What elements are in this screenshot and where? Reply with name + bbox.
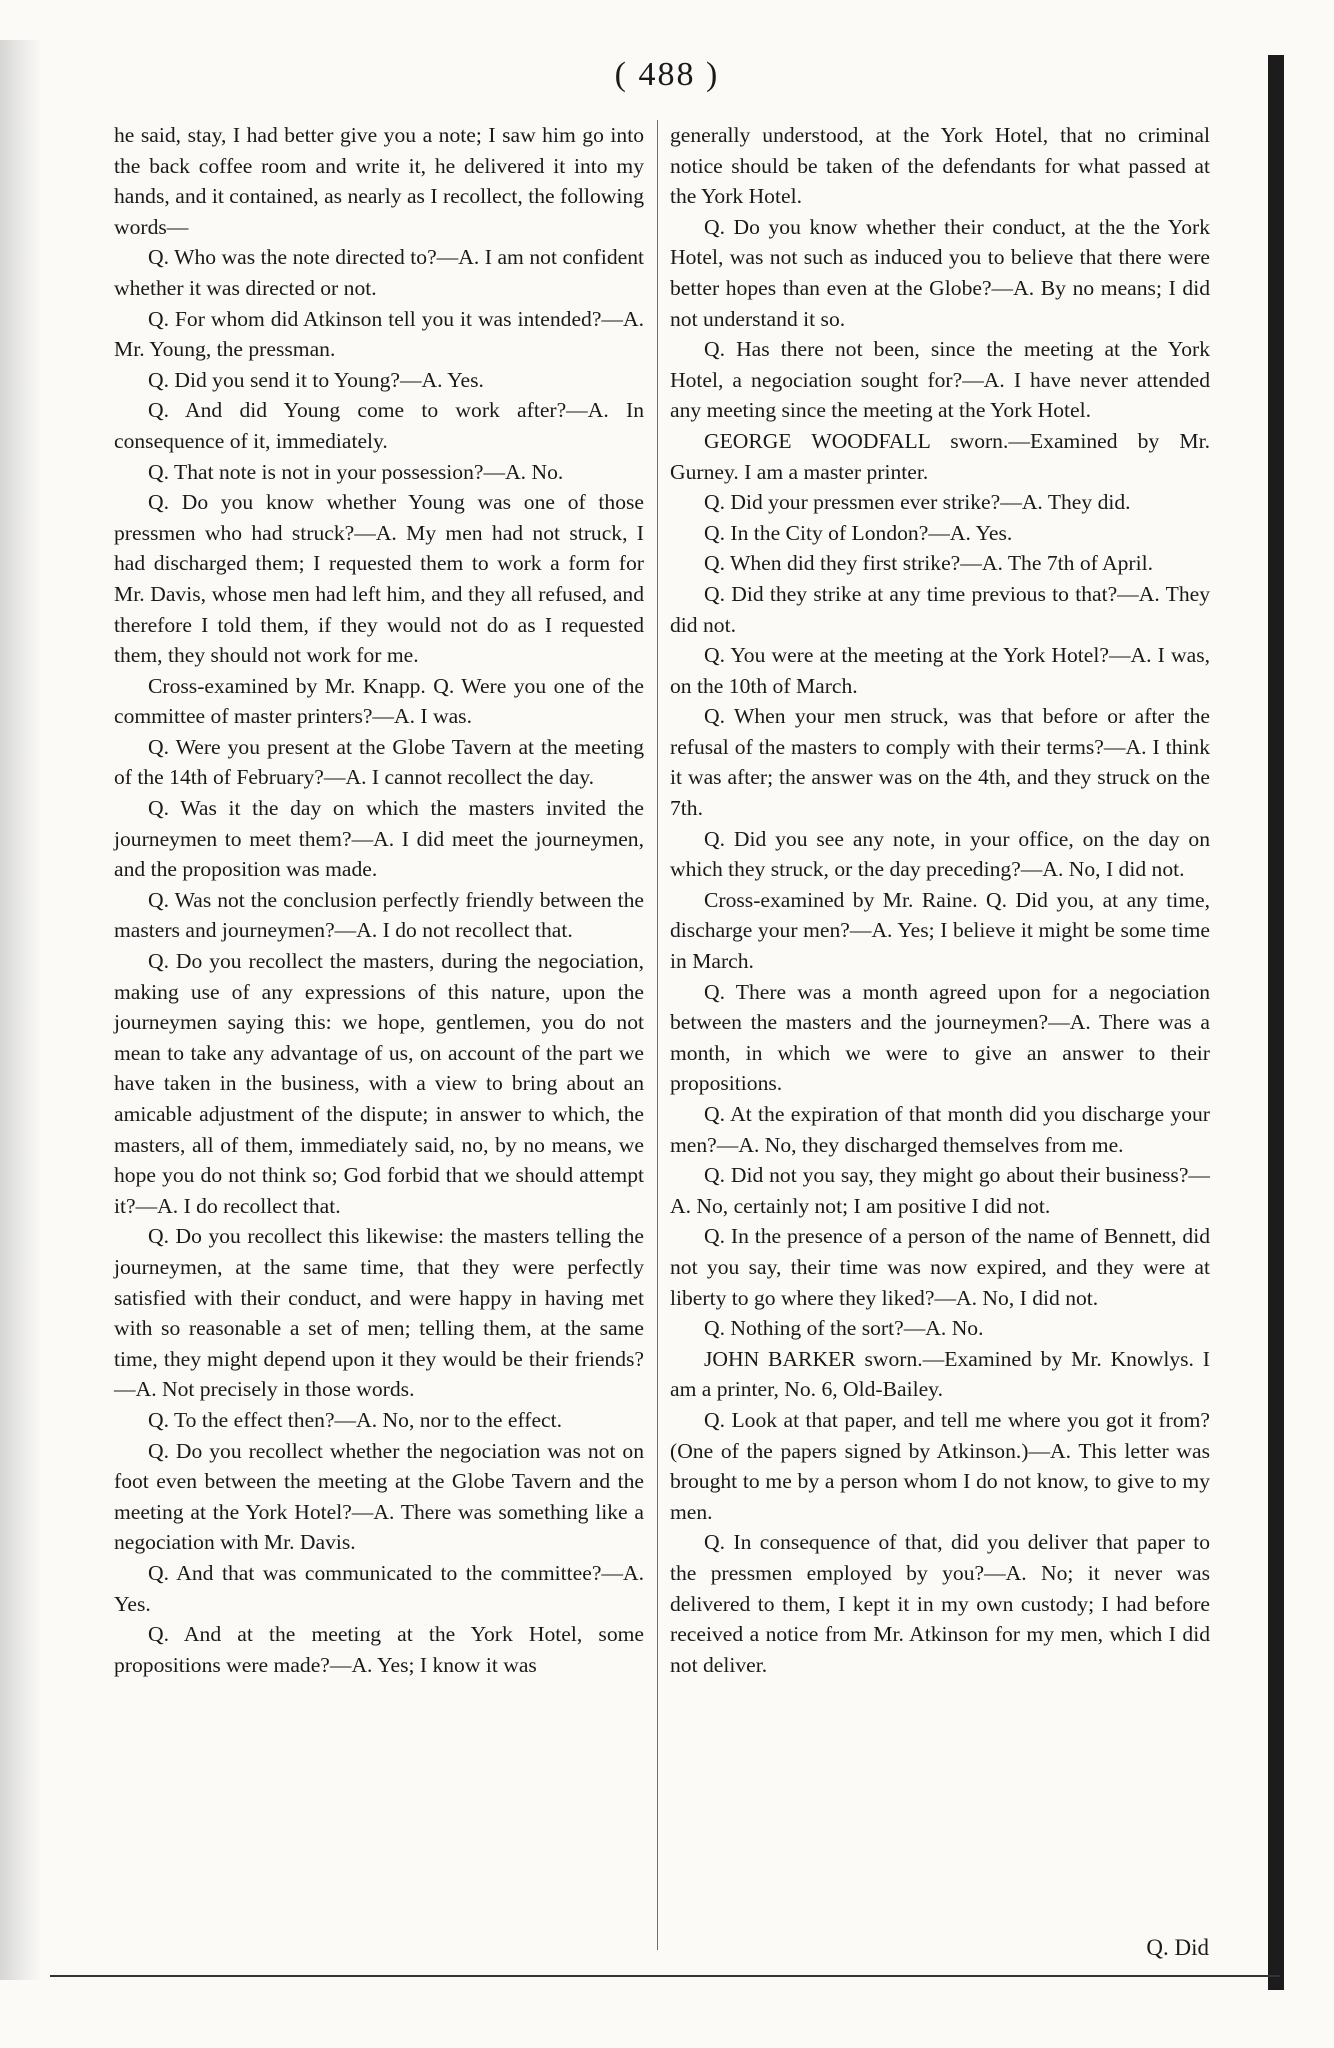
paragraph: Q. In the City of London?—A. Yes. <box>704 520 1013 545</box>
paragraph: Q. Look at that paper, and tell me where you got it from? (One of the papers signed by Atkinson.)—A. This letter was brought to me by a person whom I do not know, to give to my men. <box>670 1407 1210 1524</box>
paragraph: Q. Do you know whether Young was one of those pressmen who had struck?—A. My men had not struck, I had discharged them; I requested them to work a form for Mr. Davis, whose men had left him, and they all refused, and therefore I told them, if they would not do as I requested them, they should not work for me. <box>114 490 644 668</box>
paragraph: he said, stay, I had better give you a note; I saw him go into the back coffee room and write it, he delivered it into my hands, and it contained, as nearly as I recollect, the following words— <box>114 123 644 239</box>
paragraph: Q. In consequence of that, did you deliver that paper to the pressmen employed by you?—A. No; it never was delivered to them, I kept it in my own custody; I had before received a notice from Mr. Atkinson for my men, which I did not deliver. <box>670 1530 1210 1677</box>
paragraph: Q. Do you know whether their conduct, at the the York Hotel, was not such as induced you to believe that there were better hopes than even at the Globe?—A. By no means; I did not understand it so. <box>670 214 1210 331</box>
left-column <box>114 120 644 1950</box>
paragraph: Q. Has there not been, since the meeting at the York Hotel, a negociation sought for?—A. I have never attended any meeting since the meeting at the York Hotel. <box>670 337 1210 423</box>
paragraph: Q. At the expiration of that month did you discharge your men?—A. No, they discharged themselves from me. <box>670 1102 1210 1157</box>
paragraph: Cross-examined by Mr. Raine. Q. Did you, at any time, discharge your men?—A. Yes; I believe it might be some time in March. <box>670 887 1210 974</box>
bottom-rule <box>50 1975 1280 1977</box>
paragraph: GEORGE WOODFALL sworn.—Examined by Mr. Gurney. I am a master printer. <box>670 428 1210 484</box>
paragraph: JOHN BARKER sworn.—Examined by Mr. Knowlys. I am a printer, No. 6, Old-Bailey. <box>670 1346 1210 1402</box>
right-column <box>670 120 1210 1950</box>
page-edge-bar <box>1268 55 1284 1990</box>
paragraph: Q. And that was communicated to the committee?—A. Yes. <box>114 1560 644 1616</box>
paragraph: Q. When did they first strike?—A. The 7th of April. <box>704 551 1153 576</box>
paragraph: Q. When your men struck, was that before or after the refusal of the masters to comply with their terms?—A. I think it was after; the answer was on the 4th, and they struck on the 7th. <box>670 704 1210 821</box>
paragraph: Q. Were you present at the Globe Tavern at the meeting of the 14th of February?—A. I cannot recollect the day. <box>114 734 644 790</box>
paragraph: Q. To the effect then?—A. No, nor to the effect. <box>148 1407 563 1432</box>
catchword: Q. Did <box>1146 1935 1209 1960</box>
paragraph: Q. And did Young come to work after?—A. In consequence of it, immediately. <box>114 398 644 453</box>
paragraph: Q. There was a month agreed upon for a negociation between the masters and the journeymen?—A. There was a month, in which we were to give an answer to their propositions. <box>670 979 1210 1096</box>
paragraph: Q. You were at the meeting at the York Hotel?—A. I was, on the 10th of March. <box>670 643 1210 698</box>
paragraph: Q. And at the meeting at the York Hotel, some propositions were made?—A. Yes; I know it was <box>114 1622 644 1677</box>
paragraph: Q. Did you see any note, in your office, on the day on which they struck, or the day preceding?—A. No, I did not. <box>670 826 1210 882</box>
paragraph: Q. Did your pressmen ever strike?—A. They did. <box>704 490 1131 515</box>
paragraph: Q. Nothing of the sort?—A. No. <box>704 1316 984 1341</box>
paragraph: Q. Did not you say, they might go about their business?—A. No, certainly not; I am positive I did not. <box>670 1163 1210 1218</box>
paragraph: Q. In the presence of a person of the name of Bennett, did not you say, their time was now expired, and they were at liberty to go where they liked?—A. No, I did not. <box>670 1224 1210 1310</box>
column-divider <box>657 120 658 1950</box>
paragraph: Cross-examined by Mr. Knapp. Q. Were you one of the committee of master printers?—A. I was. <box>114 673 644 729</box>
page-number: ( 488 ) <box>614 56 720 93</box>
paragraph: Q. Do you recollect this likewise: the masters telling the journeymen, at the same time, that they were perfectly satisfied with their conduct, and were happy in having met with so reasonable a set of men; telling them, at the same time, they might depend upon it they would be their friends?—A. Not precisely in those words. <box>114 1224 644 1402</box>
paragraph: Q. Was not the conclusion perfectly friendly between the masters and journeymen?—A. I do not recollect that. <box>114 887 644 943</box>
paragraph: Q. For whom did Atkinson tell you it was intended?—A. Mr. Young, the pressman. <box>114 306 644 362</box>
paragraph: Q. That note is not in your possession?—A. No. <box>148 459 564 484</box>
paragraph: Q. Was it the day on which the masters invited the journeymen to meet them?—A. I did meet the journeymen, and the proposition was made. <box>114 796 644 882</box>
paragraph: Q. Do you recollect whether the negociation was not on foot even between the meeting at the Globe Tavern and the meeting at the York Hotel?—A. There was something like a negociation with Mr. Davis. <box>114 1438 644 1555</box>
paragraph: Q. Did they strike at any time previous to that?—A. They did not. <box>670 581 1210 637</box>
paragraph: Q. Did you send it to Young?—A. Yes. <box>148 367 484 392</box>
page-gutter-shadow <box>0 40 42 1980</box>
paragraph: Q. Do you recollect the masters, during the negociation, making use of any expressions of this nature, upon the journeymen saying this: we hope, gentlemen, you do not mean to take any advantage of us, on account of the part we have taken in the business, with a view to bring about an amicable adjustment of the dispute; in answer to which, the masters, all of them, immediately said, no, by no means, we hope you do not think so; God forbid that we should attempt it?—A. I do recollect that. <box>114 949 644 1218</box>
paragraph: generally understood, at the York Hotel, that no criminal notice should be taken of the defendants for what passed at the York Hotel. <box>670 123 1210 209</box>
paragraph: Q. Who was the note directed to?—A. I am not confident whether it was directed or not. <box>114 245 644 300</box>
